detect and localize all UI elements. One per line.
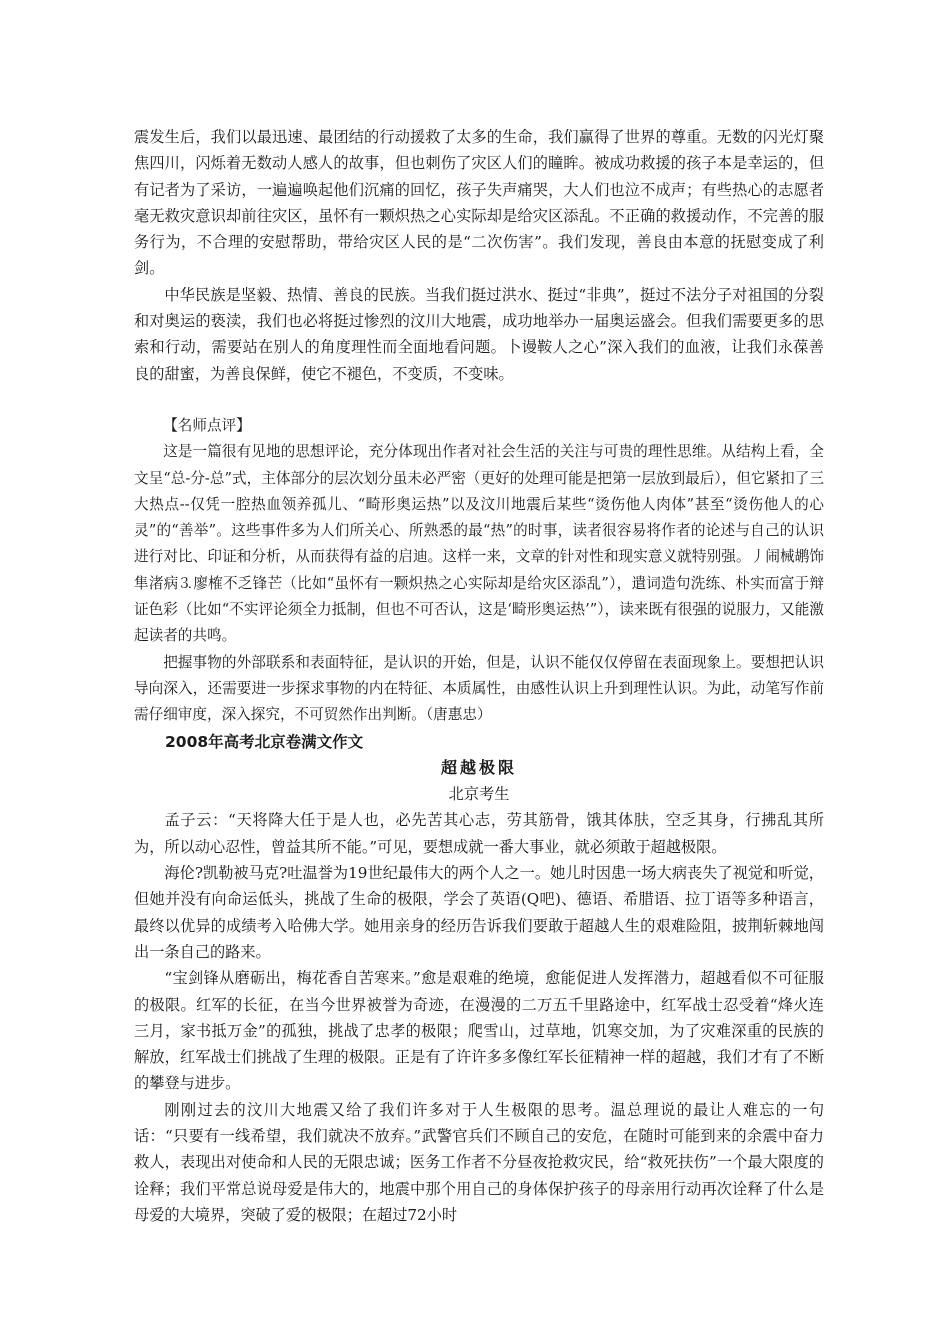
- paragraph-earthquake-rescue: 震发生后，我们以最迅速、最团结的行动援救了太多的生命，我们赢得了世界的尊重。无数的闪光灯聚焦四川，闪烁着无数动人感人的故事，但也刺伤了灾区人们的瞳眸。被成功救援的孩子本是幸运的，但有记者为了采访，一遍遍唤起他们沉痛的回忆，孩子失声痛哭，大人们也泣不成声；有些热心的志愿者毫无救灾意识却前往灾区，虽怀有一颗炽热之心实际却是给灾区添乱。不正确的救援动作，不完善的服务行为，不合理的安慰帮助，带给灾区人民的是“二次伤害”。我们发现，善良由本意的抚慰变成了利剑。: [134, 128, 824, 278]
- review-paragraph-1: 这是一篇很有见地的思想评论，充分体现出作者对社会生活的关注与可贵的理性思维。从结构上看，全文呈“总-分-总”式，主体部分的层次划分虽未必严密（更好的处理可能是把第一层放到最后），但它紧扣了三大热点--仅凭一腔热血领养孤儿、“畸形奥运热”以及汶川地震后某些“烫伤他人肉体”甚至“烫伤他人的心灵”的“善举”。这些事件多为人们所关心、所熟悉的最“热”的时事，读者很容易将作者的论述与自己的认识进行对比、印证和分析，从而获得有益的启迪。这样一来，文章的针对性和现实意义就特别强。丿闹械鹕饰隼渚病⒊廖榷不乏锋芒（比如“虽怀有一颗炽热之心实际却是给灾区添乱”），遣词造句洗练、朴实而富于辩证色彩（比如“不实评论须全力抵制，但也不可否认，这是‘畸形奥运热’”），读来既有很强的说服力，又能激起读者的共鸣。: [134, 443, 824, 645]
- essay-section-heading: 2008年高考北京卷满文作文: [165, 732, 364, 751]
- review-paragraph-2: 把握事物的外部联系和表面特征，是认识的开始，但是，认识不能仅仅停留在表面现象上。要想把认识导向深入，还需要进一步探求事物的内在特征、本质属性，由感性认识上升到理性认识。为此，动笔写作前需仔细审度，深入探究，不可贸然作出判断。（唐惠忠）: [134, 653, 824, 724]
- essay-paragraph-4: 刚刚过去的汶川大地震又给了我们许多对于人生极限的思考。温总理说的最让人难忘的一句话：“只要有一线希望，我们就决不放弃。”武警官兵们不顾自己的安危，在随时可能到来的余震中奋力救人，表现出对使命和人民的无限忠诚；医务工作者不分昼夜抢救灾民，给“救死扶伤”一个最大限度的诠释；我们平常总说母爱是伟大的，地震中那个用自己的身体保护孩子的母亲用行动再次诠释了什么是母爱的大境界，突破了爱的极限；在超过72小时: [134, 1100, 824, 1224]
- essay-paragraph-2: 海伦?凯勒被马克?吐温誉为19世纪最伟大的两个人之一。她儿时因患一场大病丧失了视觉和听觉，但她并没有向命运低头，挑战了生命的极限，学会了英语(Q吧)、德语、希腊语、拉丁语等多种语言，最终以优异的成绩考入哈佛大学。她用亲身的经历告诉我们要敢于超越人生的艰难险阻，披荆斩棘地闯出一条自己的路来。: [134, 864, 824, 961]
- blank-line: [134, 387, 824, 413]
- paragraph-chinese-nation: 中华民族是坚毅、热情、善良的民族。当我们挺过洪水、挺过“非典”，挺过不法分子对祖国的分裂和对奥运的亵渎，我们也必将挺过惨烈的汶川大地震，成功地举办一届奥运盛会。但我们需要更多的思索和行动，需要站在别人的角度理性而全面地看问题。卜谩鞍人之心”深入我们的血液，让我们永葆善良的甜蜜，为善良保鲜，使它不褪色，不变质，不变味。: [134, 285, 824, 383]
- teacher-review-section: [134, 413, 824, 729]
- document-page: [134, 124, 824, 1228]
- essay-paragraph-3: “宝剑锋从磨砺出，梅花香自苦寒来。”愈是艰难的绝境，愈能促进人发挥潜力，超越看似不可征服的极限。红军的长征，在当今世界被誉为奇迹，在漫漫的二万五千里路途中，红军战士忍受着“烽火连三月，家书抵万金”的孤独，挑战了忠孝的极限；爬雪山，过草地，饥寒交加，为了灾难深重的民族的解放，红军战士们挑战了生理的极限。正是有了许许多多像红军长征精神一样的超越，我们才有了不断的攀登与进步。: [134, 969, 824, 1093]
- essay-title: 超越极限: [440, 757, 517, 777]
- essay-paragraph-1: 孟子云：“天将降大任于是人也，必先苦其心志，劳其筋骨，饿其体肤，空乏其身，行拂乱其所为，所以动心忍性，曾益其所不能。”可见，要想成就一番大事业，就必须敢于超越极限。: [134, 811, 824, 856]
- essay-author: 北京考生: [448, 785, 510, 804]
- review-title: 【名师点评】: [163, 416, 251, 434]
